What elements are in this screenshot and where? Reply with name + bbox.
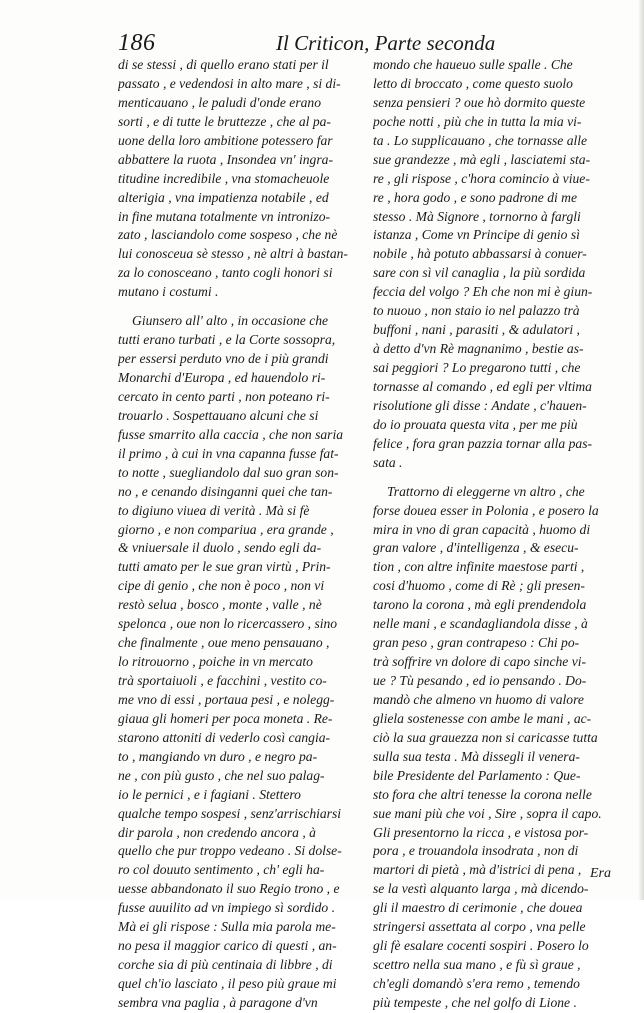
text-line: qualche tempo sospesi , senz'arrischiarsi: [118, 805, 342, 821]
text-line: Mà ei gli rispose : Sulla mia parola me-: [118, 919, 336, 935]
page-fold-shadow: [638, 0, 644, 900]
text-line: alterigia , vna impatienza notabile , ed: [118, 189, 329, 205]
text-line: sare con sì vil canaglia , la più sordida: [373, 265, 586, 281]
text-line: uesse abbandonato il suo Regio trono , e: [118, 881, 340, 897]
text-line: mutano i costumi .: [118, 284, 219, 300]
text-line: risolutione gli disse : Andate , c'hauen-: [373, 397, 587, 413]
text-line: dir parola , non credendo ancora , à: [118, 824, 316, 840]
running-head: Il Criticon, Parte seconda: [276, 31, 496, 55]
text-line: sata .: [373, 454, 403, 470]
paragraph: [373, 483, 619, 1013]
text-line: trà sportaiuoli , e facchini , vestito co-: [118, 673, 327, 688]
text-line: io le pernici , e i fagiani . Stettero: [118, 786, 301, 802]
text-line: che finalmente , oue meno pensauano ,: [118, 635, 330, 651]
text-line: trà soffrire vn dolore di capo sinche vi-: [373, 654, 587, 670]
text-line: istanza , Come vn Principe di genio sì: [373, 227, 580, 243]
text-line: sai peggiori ? Lo pregarono tutti , che: [373, 360, 581, 375]
text-line: sue mani più che voi , Sire , sopra il capo.: [373, 805, 602, 821]
text-line: ch'egli domandò s'era remo , temendo: [373, 976, 580, 991]
catchword: Era: [590, 866, 611, 881]
page-number: 186: [118, 30, 156, 56]
paragraph: [118, 312, 362, 1013]
text-line: re , gli rispose , c'hora comincio à viue-: [373, 170, 590, 186]
text-line: tornasse al comando , ed egli per vltima: [373, 378, 592, 394]
text-line: se la vestì alquanto larga , mà dicendo-: [373, 881, 589, 897]
text-line: quel ch'io lasciato , il peso più graue mi: [118, 976, 337, 991]
text-line: stesso . Mà Signore , tornorno à fargli: [373, 208, 581, 224]
paragraph: [373, 56, 619, 473]
text-line: sulla sua testa . Mà dissegli il venera-: [373, 748, 580, 764]
text-line: me vno di essi , portaua pesi , e nolegg-: [118, 691, 335, 707]
text-line: do io prouata questa vita , per me più: [373, 416, 578, 432]
text-line: restò selua , bosco , monte , valle , nè: [118, 597, 322, 613]
left-column: [118, 56, 362, 1013]
text-line: tutti erano turbati , e la Corte sossopra,: [118, 332, 336, 348]
text-line: nobile , hà potuto abbassarsi à conuer-: [373, 246, 587, 262]
text-line: no , e cenando disinganni quei che tan-: [118, 483, 333, 499]
text-line: martori di pietà , mà d'istrici di pena ,: [373, 862, 582, 878]
paragraph-gap: [118, 302, 362, 312]
paragraph-gap: [373, 473, 619, 483]
text-line: ta . Lo supplicauano , che tornasse alle: [373, 132, 588, 148]
text-line: fusse auuilito ad vn impiego sì sordido .: [118, 900, 335, 916]
text-line: gli il maestro di cerimonie , che douea: [373, 900, 583, 916]
text-line: sorti , e di tutte le bruttezze , che al pa-: [118, 113, 331, 129]
text-line: zato , lasciandolo come sospeso , che nè: [118, 227, 338, 243]
text-line: Giunsero all' alto , in occasione che: [132, 313, 329, 329]
text-line: cosi d'huomo , come di Rè ; gli presen-: [373, 578, 585, 594]
text-line: sue grandezze , mà egli , lasciatemi sta-: [373, 151, 591, 167]
text-line: to , mangiando vn duro , e negro pa-: [118, 748, 318, 764]
text-line: pora , e trouandola insodrata , non di: [373, 843, 579, 859]
text-line: buffoni , nani , parasiti , & adulatori ,: [373, 322, 580, 338]
text-line: giaua gli homeri per poca moneta . Re-: [118, 710, 333, 726]
text-line: felice , fora gran pazzia tornar alla pas-: [373, 435, 593, 451]
text-line: forse douea esser in Polonia , e posero la: [373, 502, 599, 518]
text-line: poche notti , più che in tutta la mia vi-: [373, 113, 582, 129]
text-line: & vniuersale il duolo , sendo egli da-: [118, 540, 322, 556]
text-line: ro col douuto sentimento , ch' egli ha-: [118, 862, 325, 878]
text-line: per essersi perduto vno de i più grandi: [118, 351, 329, 367]
text-line: to digiuno viuea di verità . Mà si fè: [118, 502, 310, 518]
text-line: gliela sostenesse con ambe le mani , ac-: [373, 710, 592, 726]
text-line: in fine mutana totalmente vn intronizo-: [118, 208, 331, 224]
text-line: letto di broccato , come questo suolo: [373, 75, 573, 91]
text-line: za lo conosceano , tanto cogli honori si: [118, 265, 333, 281]
text-line: giorno , e non compariua , era grande ,: [118, 521, 334, 537]
text-line: starono attoniti di vederlo così cangia-: [118, 729, 331, 745]
text-line: mandò che almeno vn huomo di valore: [373, 691, 584, 707]
text-line: no pesa il maggior carico di questi , an-: [118, 938, 337, 954]
text-line: menticauano , le paludi d'onde erano: [118, 94, 322, 110]
text-line: uone della loro ambitione potessero far: [118, 132, 333, 148]
text-line: tarono la corona , mà egli prendendola: [373, 597, 587, 613]
text-line: ciò la sua grauezza non si caricasse tutta: [373, 729, 598, 745]
text-line: spelonca , oue non lo ricercassero , sino: [118, 616, 338, 632]
text-line: di se stessi , di quello erano stati per il: [118, 57, 329, 72]
text-line: cercato in cento parti , non poteano ri-: [118, 388, 330, 404]
text-line: sto fora che altri tenesse la corona nelle: [373, 786, 592, 802]
text-line: senza pensieri ? oue hò dormito queste: [373, 94, 586, 110]
text-line: abbattere la ruota , Insondea vn' ingra-: [118, 151, 333, 167]
text-line: passato , e vedendosi in alto mare , si di-: [118, 75, 341, 91]
text-line: gran valore , d'intelligenza , & esecu-: [373, 540, 579, 556]
text-line: titudine incredibile , vna stomacheuole: [118, 170, 330, 186]
text-line: più tempeste , che nel golfo di Lione .: [373, 994, 577, 1010]
text-line: il primo , à cui in vna capanna fusse fat-: [118, 445, 339, 461]
text-line: Gli presentorno la ricca , e vistosa por-: [373, 824, 589, 840]
text-line: gli fè esalare cocenti sospiri . Posero lo: [373, 938, 589, 954]
text-line: corche sia di più centinaia di libbre , di: [118, 957, 333, 973]
text-line: ne , con più gusto , che nel suo palag-: [118, 767, 325, 783]
text-line: mondo che haueuo sulle spalle . Che: [373, 57, 573, 72]
text-line: nelle mani , e scandagliandola disse , à: [373, 616, 588, 632]
text-line: Monarchi d'Europa , ed hauendolo ri-: [118, 370, 326, 385]
text-line: tion , con altre infinite maestose parti ,: [373, 559, 585, 575]
text-line: à detto d'vn Rè magnanimo , bestie as-: [373, 341, 584, 357]
text-line: cipe di genio , che non è poco , non vi: [118, 578, 325, 594]
text-line: bile Presidente del Parlamento : Que-: [373, 767, 581, 783]
text-line: to nuouo , non staio io nel palazzo trà: [373, 303, 580, 319]
text-line: quello che pur troppo vedeano . Si dolse-: [118, 843, 342, 859]
text-line: lo ritrouorno , poiche in vn mercato: [118, 654, 313, 670]
text-line: to notte , suegliandolo dal suo gran son-: [118, 464, 339, 480]
text-line: sembra vna paglia , à paragone d'vn: [118, 994, 318, 1010]
text-line: stringersi assettata al corpo , vna pelle: [373, 919, 586, 935]
text-line: feccia del volgo ? Eh che non mi è giun-: [373, 284, 593, 300]
paragraph: [118, 56, 362, 302]
text-line: ue ? Tù pesando , ed io pensando . Do-: [373, 673, 587, 688]
right-column: [373, 56, 619, 1013]
text-line: lui conosceua sè stesso , nè altri à bastan-: [118, 246, 348, 262]
text-line: Trattorno di eleggerne vn altro , che: [387, 483, 585, 499]
text-line: trouarlo . Sospettauano alcuni che si: [118, 407, 319, 423]
text-line: scettro nella sua mano , e fù sì graue ,: [373, 957, 581, 973]
text-line: fusse smarrito alla caccia , che non saria: [118, 426, 344, 442]
text-line: gran peso , gran contrapeso : Chi po-: [373, 635, 580, 651]
text-line: re , hora godo , e sono padrone di me: [373, 189, 578, 205]
text-line: tutti amato per le sue gran virtù , Prin-: [118, 559, 331, 575]
page-header: [118, 30, 628, 58]
text-line: mira in vno di gran capacità , huomo di: [373, 521, 591, 537]
